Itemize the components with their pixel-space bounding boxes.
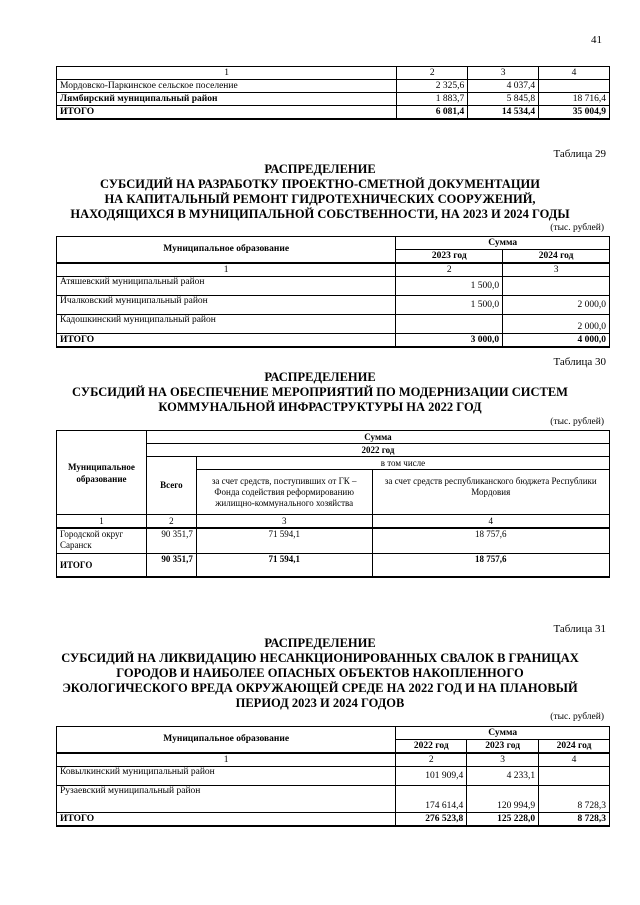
cell-value: 2 325,6 [397,80,468,93]
cell-value: 8 728,3 [539,786,610,813]
row-name: Городской округ Саранск [57,528,147,554]
cell-value: 174 614,4 [396,786,467,813]
cell-value: 2 000,0 [503,296,610,315]
cell-value: 125 228,0 [467,813,539,827]
col-header-year: 2023 год [467,740,539,754]
cell-value: 18 757,6 [372,554,609,578]
row-name: Ичалковский муниципальный район [57,296,396,315]
table-row [57,767,610,786]
table-row [57,315,610,334]
title-line: НА КАПИТАЛЬНЫЙ РЕМОНТ ГИДРОТЕХНИЧЕСКИХ СООРУЖЕНИЙ, [104,192,536,206]
col-header-republic-budget: за счет средств республиканского бюджета Республики Мордовия [372,470,609,515]
col-header-total: Всего [146,457,196,515]
cell-value: 1 883,7 [397,93,468,106]
col-header-year: 2024 год [503,250,610,264]
cell-value: 6 081,4 [397,106,468,120]
cell-value [539,80,610,93]
cell-value [539,767,610,786]
col-header-year: 2022 год [396,740,467,754]
table-row [57,93,610,106]
table-29-label: Таблица 29 [553,148,606,160]
cell-value: 18 716,4 [539,93,610,106]
col-header-sum: Сумма [146,431,609,444]
title-line: КОММУНАЛЬНОЙ ИНФРАСТРУКТУРЫ НА 2022 ГОД [158,400,482,414]
table-row [57,277,610,296]
col-header-municipality: Муниципальное образование [57,237,396,264]
table-31-title [0,636,640,711]
row-name: Рузаевский муниципальный район [57,786,396,813]
table-31 [56,726,610,827]
cell-value: 90 351,7 [146,528,196,554]
title-line: РАСПРЕДЕЛЕНИЕ [264,636,376,650]
col-num-4: 4 [539,67,610,80]
title-line: ЭКОЛОГИЧЕСКОГО ВРЕДА ОКРУЖАЮЩЕЙ СРЕДЕ НА 2022 ГОД И НА ПЛАНОВЫЙ [62,681,578,695]
cell-value: 4 000,0 [503,334,610,348]
col-header-municipality: Муниципальное образование [57,727,396,754]
table-30-unit: (тыс. рублей) [550,417,604,427]
cell-value: 3 000,0 [396,334,503,348]
col-header-sum: Сумма [396,237,610,250]
table-29-unit: (тыс. рублей) [550,223,604,233]
total-row [57,106,610,120]
col-header-year: 2024 год [539,740,610,754]
total-row [57,813,610,827]
col-header-year: 2023 год [396,250,503,264]
table-28-continuation [56,66,610,120]
table-30 [56,430,610,578]
title-line: НАХОДЯЩИХСЯ В МУНИЦИПАЛЬНОЙ СОБСТВЕННОСТИ, НА 2023 И 2024 ГОДЫ [70,207,570,221]
row-name: Атяшевский муниципальный район [57,277,396,296]
col-num: 4 [372,515,609,529]
table-30-label: Таблица 30 [553,356,606,368]
title-line: СУБСИДИЙ НА ЛИКВИДАЦИЮ НЕСАНКЦИОНИРОВАННЫХ СВАЛОК В ГРАНИЦАХ [61,651,579,665]
title-line: ПЕРИОД 2023 И 2024 ГОДОВ [235,696,405,710]
total-label: ИТОГО [57,813,396,827]
table-row [57,786,610,813]
table-row [57,296,610,315]
col-num: 2 [396,753,467,767]
cell-value: 120 994,9 [467,786,539,813]
header-row [57,67,610,80]
col-num-1: 1 [57,67,397,80]
table-row [57,528,610,554]
cell-value: 71 594,1 [196,528,372,554]
cell-value: 276 523,8 [396,813,467,827]
table-30-title [0,370,640,415]
title-line: СУБСИДИЙ НА РАЗРАБОТКУ ПРОЕКТНО-СМЕТНОЙ ДОКУМЕНТАЦИИ [99,177,540,191]
col-num: 1 [57,753,396,767]
col-num: 3 [196,515,372,529]
col-header-year: 2022 год [146,444,609,457]
cell-value: 71 594,1 [196,554,372,578]
row-name: Кадошкинский муниципальный район [57,315,396,334]
col-num: 3 [467,753,539,767]
cell-value: 4 037,4 [468,80,539,93]
row-name: Ковылкинский муниципальный район [57,767,396,786]
col-num: 4 [539,753,610,767]
cell-value [503,277,610,296]
cell-value: 8 728,3 [539,813,610,827]
cell-value: 2 000,0 [503,315,610,334]
cell-value: 14 534,4 [468,106,539,120]
total-row [57,334,610,348]
col-num: 3 [503,263,610,277]
total-row [57,554,610,578]
cell-value: 90 351,7 [146,554,196,578]
col-num: 2 [146,515,196,529]
table-31-unit: (тыс. рублей) [550,712,604,722]
col-header-in-that: в том числе [196,457,609,470]
total-label: ИТОГО [57,554,147,578]
title-line: СУБСИДИЙ НА ОБЕСПЕЧЕНИЕ МЕРОПРИЯТИЙ ПО МОДЕРНИЗАЦИИ СИСТЕМ [72,385,568,399]
title-line: РАСПРЕДЕЛЕНИЕ [264,162,376,176]
table-row [57,80,610,93]
cell-value [396,315,503,334]
col-header-gk-fund: за счет средств, поступивших от ГК – Фонда содействия реформированию жилищно-коммунального хозяйства [196,470,372,515]
table-31-label: Таблица 31 [553,623,606,635]
row-name: Мордовско-Паркинское сельское поселение [57,80,397,93]
col-header-sum: Сумма [396,727,610,740]
col-num: 1 [57,515,147,529]
cell-value: 4 233,1 [467,767,539,786]
col-num: 2 [396,263,503,277]
cell-value: 5 845,8 [468,93,539,106]
col-header-municipality: Муниципальное образование [57,431,147,515]
total-label: ИТОГО [57,334,396,348]
cell-value: 1 500,0 [396,296,503,315]
title-line: ГОРОДОВ И НАИБОЛЕЕ ОПАСНЫХ ОБЪЕКТОВ НАКОПЛЕННОГО [116,666,524,680]
cell-value: 101 909,4 [396,767,467,786]
page-number: 41 [591,34,602,46]
col-num: 1 [57,263,396,277]
col-num-3: 3 [468,67,539,80]
total-label: ИТОГО [57,106,397,120]
row-name: Лямбирский муниципальный район [57,93,397,106]
cell-value: 1 500,0 [396,277,503,296]
cell-value: 35 004,9 [539,106,610,120]
table-29 [56,236,610,348]
title-line: РАСПРЕДЕЛЕНИЕ [264,370,376,384]
col-num-2: 2 [397,67,468,80]
table-29-title [0,162,640,222]
cell-value: 18 757,6 [372,528,609,554]
